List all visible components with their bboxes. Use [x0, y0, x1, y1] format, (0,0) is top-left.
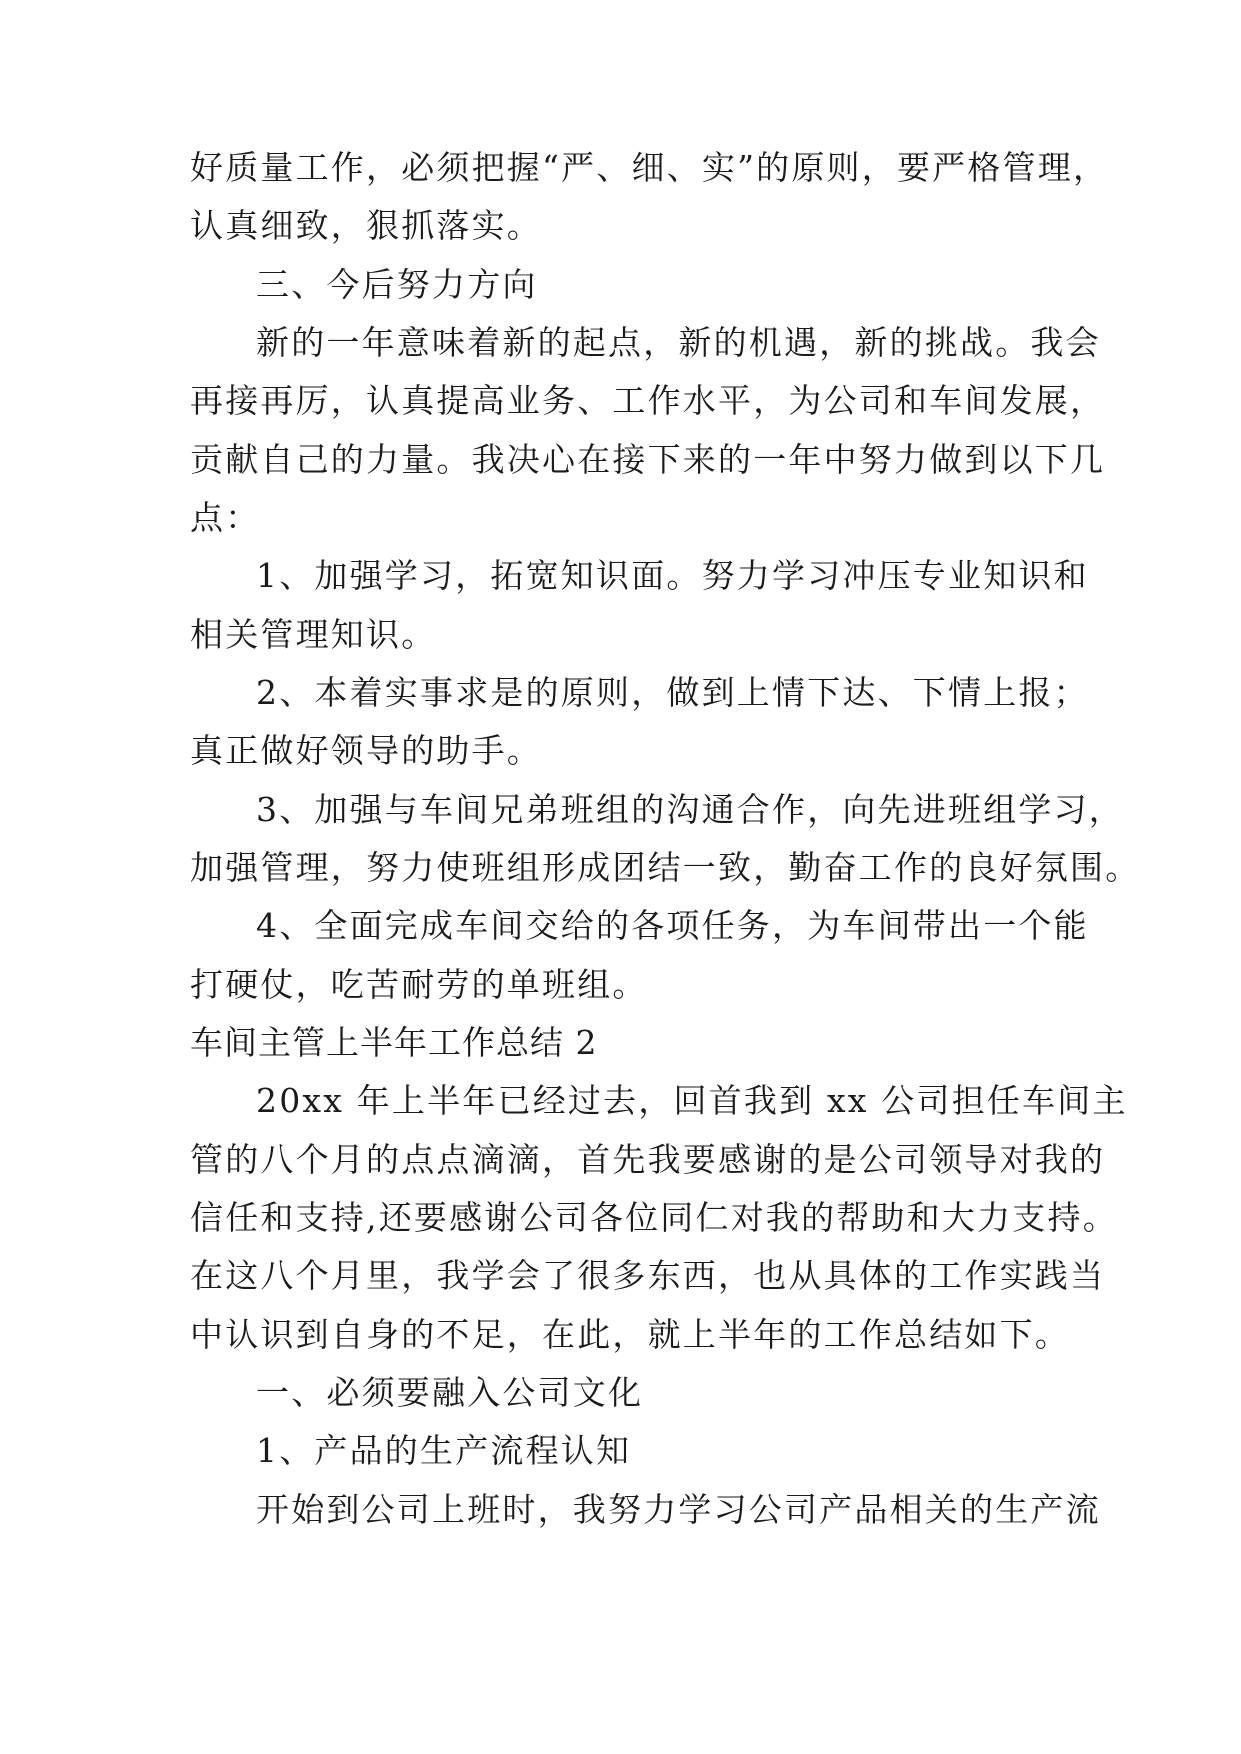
body-text-line: 再接再厉，认真提高业务、工作水平，为公司和车间发展，	[190, 381, 1106, 420]
body-text-line: 贡献自己的力量。我决心在接下来的一年中努力做到以下几	[190, 440, 1106, 479]
list-item: 3、加强与车间兄弟班组的沟通合作，向先进班组学习，	[256, 790, 1124, 829]
body-text-line: 管的八个月的点点滴滴，首先我要感谢的是公司领导对我的	[190, 1140, 1106, 1179]
list-item: 4、全面完成车间交给的各项任务，为车间带出一个能	[256, 906, 1089, 945]
body-text-line: 打硬仗，吃苦耐劳的单班组。	[190, 965, 648, 1004]
body-text-line: 认真细致，狠抓落实。	[190, 206, 542, 245]
body-text-line: 新的一年意味着新的起点，新的机遇，新的挑战。我会	[256, 323, 1101, 362]
body-text-line: 点：	[190, 498, 261, 537]
subsection-heading: 1、产品的生产流程认知	[256, 1431, 632, 1470]
body-text-line: 好质量工作，必须把握“严、细、实”的原则，要严格管理，	[190, 148, 1109, 187]
body-text-line: 中认识到自身的不足，在此，就上半年的工作总结如下。	[190, 1315, 1070, 1354]
section-heading: 一、必须要融入公司文化	[256, 1373, 644, 1412]
body-text-line: 20xx 年上半年已经过去，回首我到 xx 公司担任车间主	[256, 1081, 1128, 1120]
list-item: 2、本着实事求是的原则，做到上情下达、下情上报；	[256, 673, 1089, 712]
body-text-line: 加强管理，努力使班组形成团结一致，勤奋工作的良好氛围。	[190, 848, 1141, 887]
body-text-line: 相关管理知识。	[190, 615, 437, 654]
body-text-line: 信任和支持,还要感谢公司各位同仁对我的帮助和大力支持。	[190, 1198, 1118, 1237]
body-text-line: 真正做好领导的助手。	[190, 731, 542, 770]
section-heading: 三、今后努力方向	[256, 265, 538, 304]
body-text-line: 开始到公司上班时，我努力学习公司产品相关的生产流	[256, 1490, 1101, 1529]
list-item: 1、加强学习，拓宽知识面。努力学习冲压专业知识和	[256, 556, 1089, 595]
document-title: 车间主管上半年工作总结 2	[190, 1023, 598, 1062]
body-text-line: 在这八个月里，我学会了很多东西，也从具体的工作实践当	[190, 1256, 1106, 1295]
